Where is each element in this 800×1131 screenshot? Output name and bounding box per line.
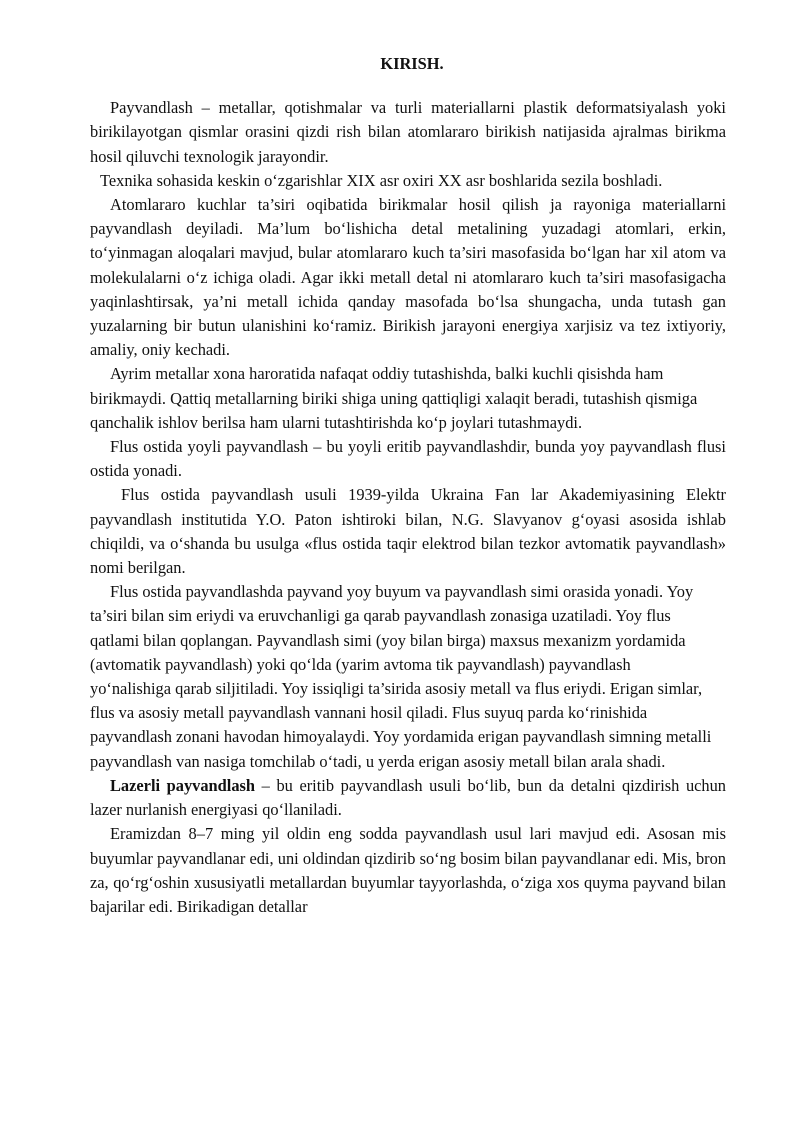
document-page bbox=[90, 52, 726, 919]
paragraph-metals-room-temp: Ayrim metallar xona haroratida nafaqat oddiy tutashishda, balki kuchli qisishda ham birikmaydi. Qattiq metallarning biriki shiga uning qattiqligi xalaqit beradi, tutashish qismiga qanchalik ishlov berilsa ham ularni tutashtirishda ko‘p joylari tutashmaydi. bbox=[90, 364, 698, 432]
paragraph-flux-process: Flus ostida payvandlashda payvand yoy buyum va payvandlash simi orasida yonadi. Yoy ta’siri bilan sim eriydi va eruvchanligi ga qarab payvandlash zonasiga uzatiladi. Yoy flus qatlami bilan qoplangan. Payvandlash simi (yoy bilan birga) maxsus mexanizm yordamida (avtomatik payvandlash) yoki qo‘lda (yarim avtoma tik payvandlash) payvandlash yo‘nalishiga qarab siljitiladi. Yoy issiqligi ta’sirida asosiy metall va flus eriydi. Erigan simlar, flus va asosiy metall payvandlash vannani hosil qiladi. Flus suyuq parda ko‘rinishida payvandlash zonani havodan himoyalaydi. Yoy yordamida erigan payvandlash simning metalli payvandlash van nasiga tomchilab o‘tadi, u yerda erigan asosiy metall bilan arala shadi. bbox=[90, 582, 712, 771]
paragraph-atomic-forces: Atomlararo kuchlar ta’siri oqibatida birikmalar hosil qilish ja rayoniga materiallarni payvandlash deyiladi. Ma’lum bo‘lishicha detal metalining yuzadagi atomlari, erkin, to‘yinmagan aloqalari mavjud, bular atomlararo kuch ta’siri masofasida bo‘lgan har xil atom va molekulalarni o‘z ichiga oladi. Agar ikki metall detal ni atomlararo kuch ta’siri masofasigacha yaqinlashtirsak, ya’ni metall ichida qanday masofada bo‘lsa shungacha, unda tutash gan yuzalarning bir butun ulanishini ko‘ramiz. Birikish jarayoni energiya xarjisiz va tez ixtiyoriy, amaliy, oniy kechadi. bbox=[90, 195, 726, 360]
page-title: KIRISH. bbox=[380, 54, 444, 73]
paragraph-ancient-welding: Eramizdan 8–7 ming yil oldin eng sodda payvandlash usul lari mavjud edi. Asosan mis buyumlar payvandlanar edi, uni oldindan qizdirib so‘ng bosim bilan payvandlanar edi. Mis, bron za, qo‘rg‘oshin xususiyatli metallardan buyumlar tayyorlashda, o‘ziga xos quyma payvand bilan bajarilar edi. Birikadigan detallar bbox=[90, 824, 726, 916]
laser-welding-term: Lazerli payvandlash bbox=[110, 775, 256, 795]
paragraph-laser-welding bbox=[90, 774, 726, 822]
paragraph-history: Texnika sohasida keskin o‘zgarishlar XIX asr oxiri XX asr boshlarida sezila boshladi. bbox=[100, 170, 663, 190]
paragraph-definition: Payvandlash – metallar, qotishmalar va turli materiallarni plastik deformatsiyalash yoki birikilayotgan qismlar orasini qizdi rish bilan atomlararo birikish natijasida ajralmas birikma hosil qiluvchi texnologik jarayondir. bbox=[90, 98, 726, 166]
paragraph-flux-history: Flus ostida payvandlash usuli 1939-yilda Ukraina Fan lar Akademiyasining Elektr payvandlash institutida Y.O. Paton ishtiroki bilan, N.G. Slavyanov g‘oyasi asosida ishlab chiqildi, va o‘shanda bu usulga «flus ostida taqir elektrod bilan tezkor avtomatik payvandlash» nomi berilgan. bbox=[90, 485, 726, 578]
laser-welding-description: – bu eritib payvandlash usuli bo‘lib, bun da detalni qizdirish uchun lazer nurlanish energiyasi qo‘llaniladi. bbox=[90, 775, 726, 820]
paragraph-flux-arc-definition: Flus ostida yoyli payvandlash – bu yoyli eritib payvandlashdir, bunda yoy payvandlash flusi ostida yonadi. bbox=[90, 437, 726, 481]
